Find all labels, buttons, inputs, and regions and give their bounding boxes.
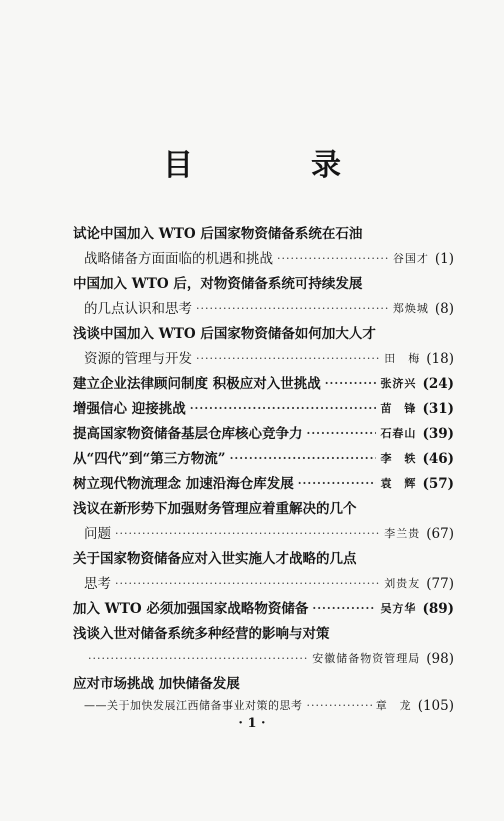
dot-leader: [298, 472, 377, 496]
toc-entry-page: (31): [422, 401, 454, 417]
dot-leader: [196, 297, 389, 321]
dot-leader: [307, 694, 372, 718]
toc-entry-page: (39): [422, 426, 454, 442]
toc-entry-title: 浅议在新形势下加强财务管理应着重解决的几个: [73, 501, 357, 517]
dot-leader: [277, 247, 389, 271]
toc-entry-page: (77): [426, 576, 454, 592]
toc-entry[interactable]: [0, 247, 504, 271]
toc-entry-title: 从“四代”到“第三方物流”: [73, 451, 226, 467]
toc-entry-title: 中国加入 WTO 后，对物资储备系统可持续发展: [73, 276, 363, 292]
dot-leader: [115, 522, 380, 546]
toc-entry-page: (67): [426, 526, 454, 542]
dot-leader: [312, 597, 376, 621]
toc-entry-title-cont: 的几点认识和思考: [84, 301, 192, 317]
toc-entry-author: 袁 辉: [380, 477, 417, 490]
toc-entry-author: 章 龙: [375, 699, 412, 712]
toc-entry-page: (98): [426, 651, 454, 667]
toc-entry[interactable]: [0, 372, 504, 396]
dot-leader: [196, 347, 380, 371]
toc-entry[interactable]: [0, 522, 504, 546]
toc-entry[interactable]: [0, 447, 504, 471]
toc-entry-title: 浅谈入世对储备系统多种经营的影响与对策: [73, 626, 330, 642]
toc-entry-page: (18): [426, 351, 454, 367]
toc-entry-author: 张济兴: [380, 377, 417, 390]
toc-entry[interactable]: [0, 597, 504, 621]
toc-entry-author: 吴方华: [380, 602, 417, 615]
toc-entry-author: 苗 锋: [380, 402, 417, 415]
dot-leader: [307, 422, 377, 446]
dot-leader: [190, 397, 377, 421]
toc-entry-subtitle: ——关于加快发展江西储备事业对策的思考: [84, 699, 303, 712]
toc-entry-title: 建立企业法律顾问制度 积极应对入世挑战: [73, 376, 321, 392]
toc-entry-title-cont: 问题: [84, 526, 111, 542]
toc-entry-page: (105): [417, 698, 454, 714]
toc-entry[interactable]: [0, 422, 504, 446]
toc-entry-author: 安徽储备物资管理局: [312, 652, 421, 665]
dot-leader: [325, 372, 377, 396]
toc-entry-title: 加入 WTO 必须加强国家战略物资储备: [73, 601, 309, 617]
dot-leader: [115, 572, 380, 596]
toc-entry-author: 谷国才: [392, 252, 429, 265]
toc-entry[interactable]: [0, 472, 504, 496]
page-title: 目 录: [163, 148, 385, 183]
toc-entry-author: 郑焕城: [392, 302, 429, 315]
toc-entry-author: 石春山: [380, 427, 417, 440]
toc-entry-title: 应对市场挑战 加快储备发展: [73, 676, 240, 692]
toc-entry-author: 李 轶: [380, 452, 417, 465]
toc-entry[interactable]: [0, 572, 504, 596]
toc-entry[interactable]: [0, 397, 504, 421]
toc-entry-author: 刘贵友: [384, 577, 421, 590]
toc-entry-page: (8): [434, 301, 454, 317]
toc-entry-title: 树立现代物流理念 加速沿海仓库发展: [73, 476, 294, 492]
dot-leader: [88, 647, 308, 671]
toc-entry-title-cont: 战略储备方面面临的机遇和挑战: [84, 251, 273, 267]
toc-entry-title: 提高国家物资储备基层仓库核心竞争力: [73, 426, 303, 442]
toc-entry-page: (24): [422, 376, 454, 392]
toc-entry-author: 田 梅: [384, 352, 421, 365]
toc-entry-title: 试论中国加入 WTO 后国家物资储备系统在石油: [73, 226, 363, 242]
dot-leader: [230, 447, 377, 471]
toc-entry[interactable]: [0, 647, 504, 671]
toc-entry-page: (89): [422, 601, 454, 617]
toc-entry[interactable]: [0, 694, 504, 718]
toc-entry-page: (1): [434, 251, 454, 267]
toc-entry-title-cont: 资源的管理与开发: [84, 351, 192, 367]
toc-entry[interactable]: [0, 347, 504, 371]
page-number: · 1 ·: [238, 716, 266, 731]
toc-entry[interactable]: [0, 297, 504, 321]
toc-entry-title: 浅谈中国加入 WTO 后国家物资储备如何加大人才: [73, 326, 376, 342]
toc-entry-title-cont: 思考: [84, 576, 111, 592]
toc-entry-title: 关于国家物资储备应对入世实施人才战略的几点: [73, 551, 357, 567]
toc-entry-author: 李兰贵: [384, 527, 421, 540]
toc-entry-title: 增强信心 迎接挑战: [73, 401, 186, 417]
toc-entry-page: (57): [422, 476, 454, 492]
toc-entry-page: (46): [422, 451, 454, 467]
